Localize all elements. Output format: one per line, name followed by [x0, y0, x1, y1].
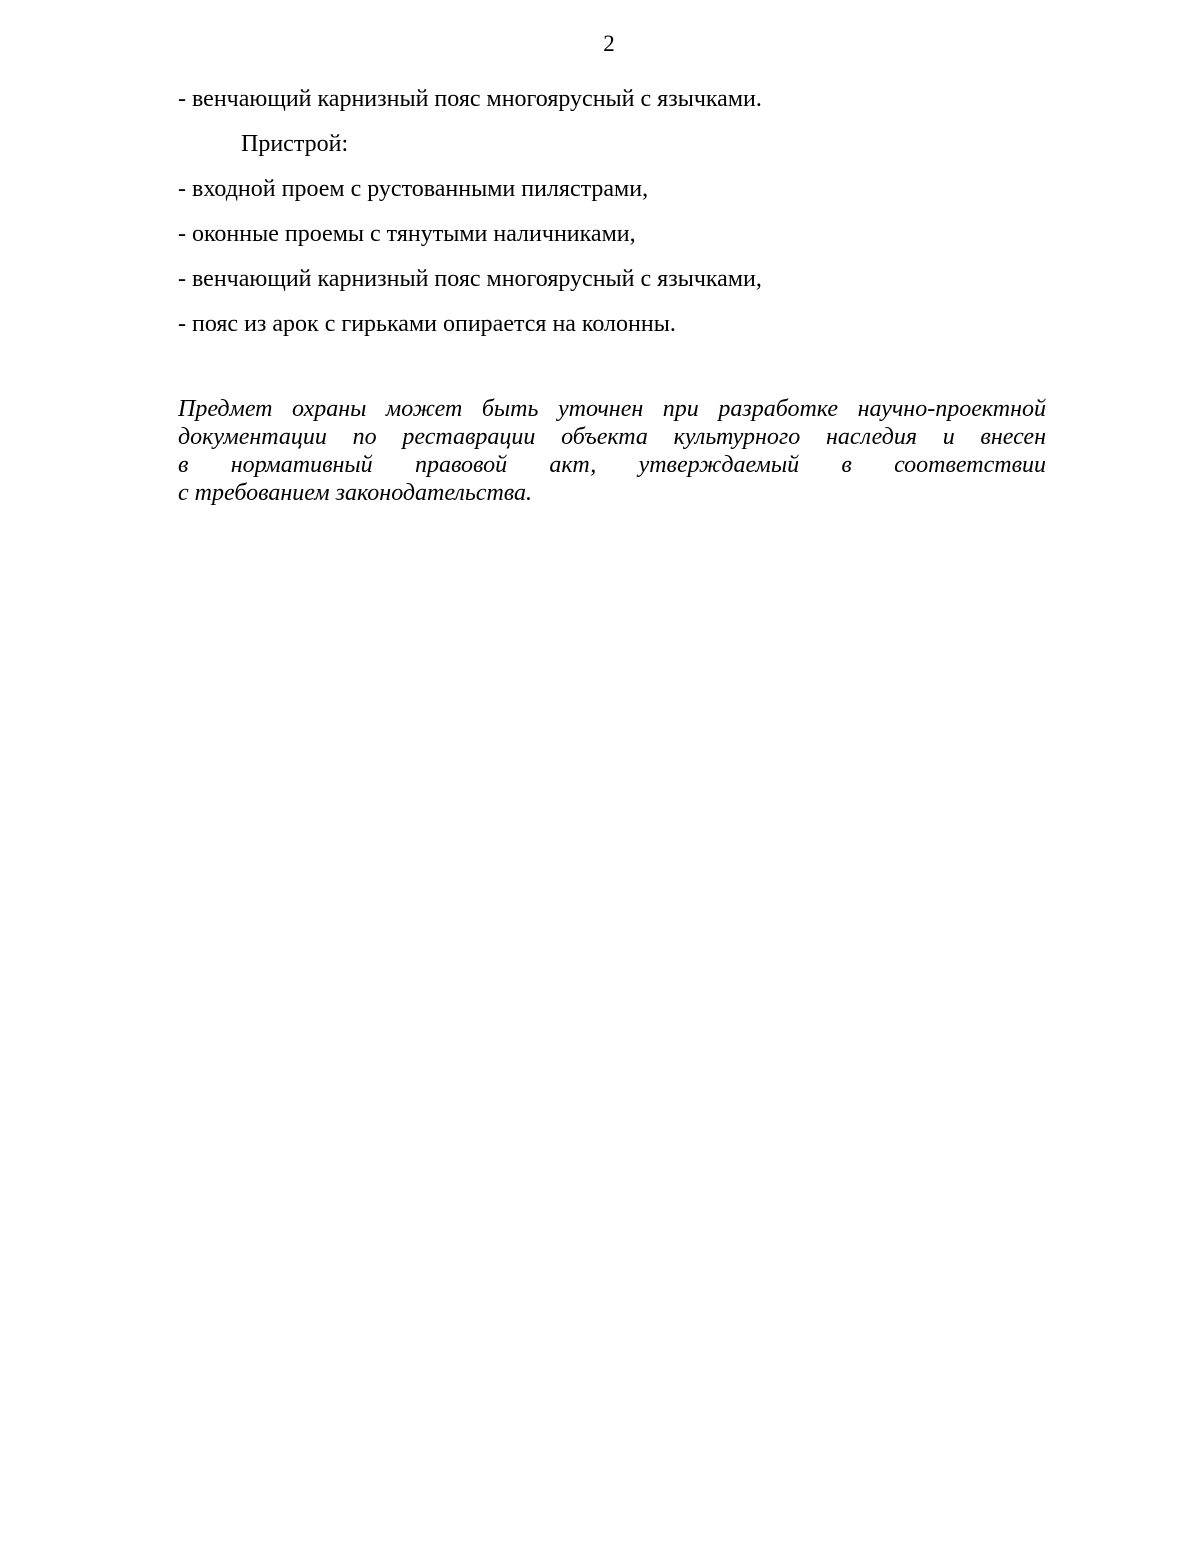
page-number: 2	[603, 31, 615, 56]
feature-line-entrance: - входной проем с рустованными пилястрами,	[178, 176, 649, 202]
feature-line-windows: - оконные проемы с тянутыми наличниками,	[178, 221, 636, 247]
section-heading-annex: Пристрой:	[241, 131, 349, 157]
note-line: Предмет охраны может быть уточнен при разработке научно-проектной	[178, 396, 1046, 422]
note-line: с требованием законодательства.	[178, 480, 533, 506]
protection-note	[178, 395, 1046, 507]
feature-line-cornice-main: - венчающий карнизный пояс многоярусный с язычками.	[178, 86, 762, 112]
feature-line-arches: - пояс из арок с гирьками опирается на колонны.	[178, 311, 676, 337]
feature-line-cornice-annex: - венчающий карнизный пояс многоярусный с язычками,	[178, 266, 762, 292]
note-line: в нормативный правовой акт, утверждаемый в соответствии	[178, 452, 1046, 478]
note-line: документации по реставрации объекта культурного наследия и внесен	[178, 424, 1046, 450]
